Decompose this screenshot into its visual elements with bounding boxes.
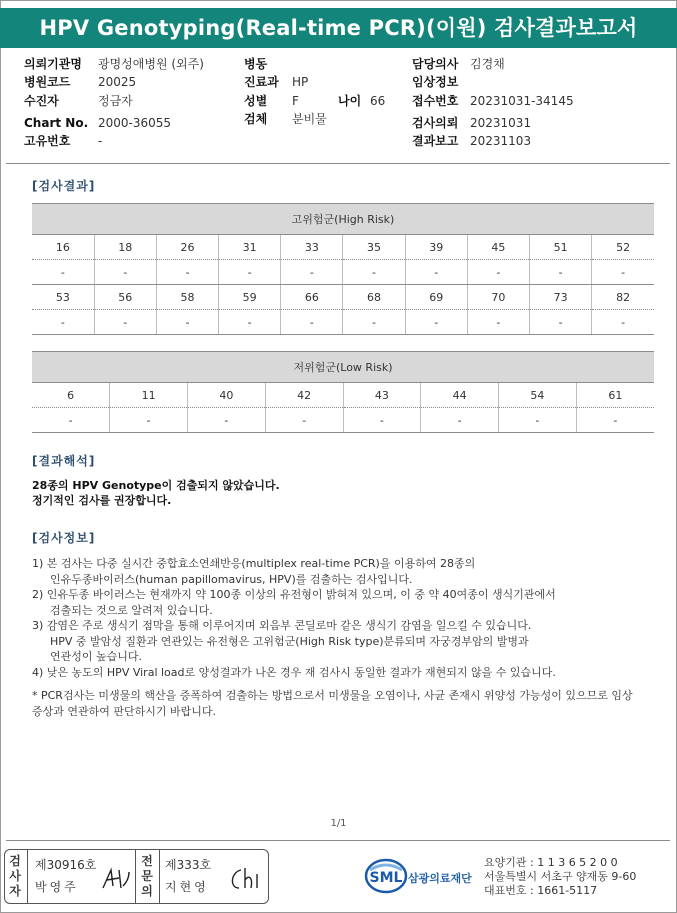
low-risk-header-row: [32, 352, 654, 383]
info-row-2: [24, 73, 654, 91]
hpv-type-cell: 58: [156, 285, 218, 310]
hpv-result-cell: -: [530, 310, 592, 335]
interpretation-section-title: [결과해석]: [32, 454, 96, 468]
hpv-type-cell: 33: [281, 235, 343, 260]
signature-separator: [27, 850, 28, 903]
note-line: HPV 중 발암성 질환과 연관있는 유전형은 고위험군(High Risk type)분류되며 자궁경부암의 발병과: [50, 634, 529, 648]
department-value: HP: [292, 75, 309, 89]
hpv-type-cell: 18: [94, 235, 156, 260]
specialist-label: [137, 850, 157, 903]
specialist-label-text: 전문의: [141, 854, 153, 898]
hpv-type-cell: 53: [32, 285, 94, 310]
hpv-type-cell: 70: [467, 285, 529, 310]
low-risk-results-row: [32, 408, 654, 433]
hpv-result-cell: -: [467, 260, 529, 285]
specialist-name: 지현영: [165, 880, 209, 894]
hpv-type-cell: 61: [576, 383, 654, 408]
specimen-label: 검체: [244, 112, 268, 126]
low-risk-table: [32, 351, 654, 433]
note-line: 인유두종바이러스(human papillomavirus, HPV)를 검출하는 검사입니다.: [50, 572, 413, 586]
hpv-result-cell: -: [94, 310, 156, 335]
doctor-label: 담당의사: [412, 57, 459, 71]
hpv-type-cell: 56: [94, 285, 156, 310]
hpv-result-cell: -: [592, 310, 654, 335]
hpv-type-cell: 43: [343, 383, 421, 408]
specialist-license-no: 제333호: [165, 858, 212, 872]
low-risk-types-row: [32, 383, 654, 408]
hpv-type-cell: 31: [219, 235, 281, 260]
report-title: HPV Genotyping(Real-time PCR)(이원) 검사결과보고서: [0, 8, 677, 48]
info-row-1: [24, 55, 654, 73]
hpv-result-cell: -: [156, 310, 218, 335]
hpv-type-cell: 42: [265, 383, 343, 408]
report-date-value: 20231103: [470, 134, 532, 148]
hpv-type-cell: 6: [32, 383, 110, 408]
hpv-type-cell: 45: [467, 235, 529, 260]
hpv-result-cell: -: [219, 310, 281, 335]
note-line: 연관성이 높습니다.: [50, 650, 143, 663]
sex-value: F: [292, 94, 299, 108]
hpv-result-cell: -: [32, 408, 110, 433]
results-section-title: [검사결과]: [32, 179, 96, 193]
institution-label: 의뢰기관명: [24, 57, 82, 71]
note-1: [32, 556, 652, 587]
hpv-type-cell: 66: [281, 285, 343, 310]
hpv-type-cell: 59: [219, 285, 281, 310]
specimen-value: 분비물: [292, 112, 327, 126]
hpv-type-cell: 44: [421, 383, 499, 408]
hpv-result-cell: -: [421, 408, 499, 433]
hpv-type-cell: 51: [530, 235, 592, 260]
clinical-label: 임상정보: [412, 75, 459, 89]
lab-name: 삼광의료재단: [408, 872, 472, 885]
test-info-notes: [32, 556, 652, 719]
id-label: 고유번호: [24, 134, 71, 148]
receipt-value: 20231031-34145: [470, 94, 574, 108]
note-line: 1) 본 검사는 다중 실시간 중합효소연쇄반응(multiplex real-time PCR)을 이용하여 28종의: [32, 557, 476, 570]
hpv-type-cell: 69: [405, 285, 467, 310]
hpv-result-cell: -: [592, 260, 654, 285]
hpv-result-cell: -: [281, 310, 343, 335]
info-section-title: [검사정보]: [32, 531, 96, 545]
age-value: 66: [370, 94, 386, 108]
note-line: 2) 인유두종 바이러스는 현재까지 약 100종 이상의 유전형이 밝혀져 있으며, 이 중 약 40여종이 생식기관에서: [32, 588, 556, 601]
note-line: * PCR검사는 미생물의 핵산을 증폭하여 검출하는 방법으로서 미생물을 오염이나, 사균 존재시 위양성 가능성이 있으므로 임상: [32, 689, 633, 702]
hpv-type-cell: 26: [156, 235, 218, 260]
high-risk-header-row: [32, 204, 654, 235]
hpv-result-cell: -: [110, 408, 188, 433]
request-label: 검사의뢰: [412, 116, 459, 130]
hpv-type-cell: 35: [343, 235, 405, 260]
patient-value: 정금자: [98, 94, 133, 108]
info-row-3: [24, 92, 654, 110]
hpv-result-cell: -: [281, 260, 343, 285]
hpv-result-cell: -: [405, 310, 467, 335]
hpv-type-cell: 39: [405, 235, 467, 260]
ward-label: 병동: [244, 57, 268, 71]
hpv-type-cell: 73: [530, 285, 592, 310]
high-risk-table: [32, 203, 654, 335]
note-line: 증상과 연관하여 판단하시기 바랍니다.: [32, 704, 217, 718]
interpretation-line: 정기적인 검사를 권장합니다.: [32, 494, 172, 507]
info-row-4: [24, 114, 654, 132]
age-label: 나이: [338, 94, 362, 108]
specialist-signature: [227, 864, 265, 894]
note-line: 검출되는 것으로 알려져 있습니다.: [50, 603, 213, 617]
hpv-result-cell: -: [188, 408, 266, 433]
tester-label: [5, 850, 25, 903]
tester-label-text: 검사자: [9, 854, 21, 898]
hpv-type-cell: 16: [32, 235, 94, 260]
report-date-label: 결과보고: [412, 134, 459, 148]
logo-text: SML: [369, 870, 403, 886]
hpv-type-cell: 40: [188, 383, 266, 408]
lab-phone: 대표번호 : 1661-5117: [484, 884, 598, 897]
hpv-result-cell: -: [530, 260, 592, 285]
interpretation-text: [32, 478, 280, 508]
hpv-result-cell: -: [343, 408, 421, 433]
tester-license-no: 제30916호: [35, 858, 97, 872]
request-value: 20231031: [470, 116, 532, 130]
note-2: [32, 587, 652, 618]
chart-value: 2000-36055: [98, 116, 172, 130]
high-risk-results-row-2: [32, 310, 654, 335]
hpv-result-cell: -: [576, 408, 654, 433]
hpv-result-cell: -: [32, 260, 94, 285]
info-row-5: [24, 132, 654, 150]
hpv-type-cell: 82: [592, 285, 654, 310]
info-divider: [6, 163, 670, 164]
hospital-code-value: 20025: [98, 75, 137, 89]
footer-divider: [6, 840, 670, 841]
tester-name: 박영주: [35, 880, 79, 894]
hpv-result-cell: -: [499, 408, 577, 433]
sex-label: 성별: [244, 94, 268, 108]
chart-label: Chart No.: [24, 116, 89, 130]
high-risk-header: 고위험군(High Risk): [32, 204, 654, 235]
note-3: [32, 618, 652, 665]
hpv-result-cell: -: [343, 310, 405, 335]
signature-separator: [135, 850, 136, 903]
patient-label: 수진자: [24, 94, 59, 108]
institution-code: 요양기관 : 1 1 3 6 5 2 0 0: [484, 856, 618, 869]
hpv-result-cell: -: [467, 310, 529, 335]
signature-box: [4, 849, 269, 904]
id-value: -: [98, 134, 103, 148]
lab-address: 서울특별시 서초구 양재동 9-60: [484, 870, 637, 883]
note-line: 3) 감염은 주로 생식기 점막을 통해 이루어지며 외음부 콘딜로마 같은 생식기 감염을 일으킬 수 있습니다.: [32, 619, 532, 632]
hpv-result-cell: -: [32, 310, 94, 335]
hospital-code-label: 병원코드: [24, 75, 71, 89]
hpv-result-cell: -: [405, 260, 467, 285]
department-label: 진료과: [244, 75, 279, 89]
hpv-result-cell: -: [343, 260, 405, 285]
hpv-type-cell: 68: [343, 285, 405, 310]
hpv-result-cell: -: [156, 260, 218, 285]
interpretation-line: 28종의 HPV Genotype이 검출되지 않았습니다.: [32, 479, 280, 492]
hpv-result-cell: -: [219, 260, 281, 285]
hpv-type-cell: 52: [592, 235, 654, 260]
institution-value: 광명성애병원 (외주): [98, 57, 204, 71]
high-risk-results-row-1: [32, 260, 654, 285]
receipt-label: 접수번호: [412, 94, 459, 108]
hpv-type-cell: 11: [110, 383, 188, 408]
high-risk-types-row-1: [32, 235, 654, 260]
hpv-result-cell: -: [265, 408, 343, 433]
high-risk-types-row-2: [32, 285, 654, 310]
hpv-type-cell: 54: [499, 383, 577, 408]
note-line: 4) 낮은 농도의 HPV Viral load로 양성결과가 나온 경우 재 검사시 동일한 결과가 재현되지 않을 수 있습니다.: [32, 665, 556, 679]
lab-contact: [484, 856, 636, 898]
tester-signature: [99, 864, 133, 894]
signature-separator: [159, 850, 160, 903]
doctor-value: 김경채: [470, 57, 505, 71]
page-number: 1/1: [330, 818, 347, 829]
note-4: [32, 665, 652, 681]
pcr-footnote: [32, 688, 652, 719]
low-risk-header: 저위험군(Low Risk): [32, 352, 654, 383]
hpv-result-cell: -: [94, 260, 156, 285]
